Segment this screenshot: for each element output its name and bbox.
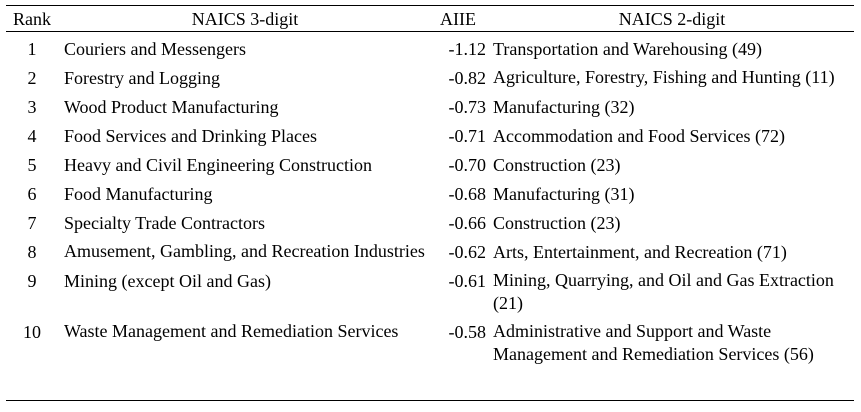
- cell-aiie: -0.62: [448, 242, 486, 262]
- cell-aiie: -1.12: [448, 39, 486, 59]
- table-row: [6, 124, 854, 153]
- table-row: [6, 95, 854, 124]
- cell-rank: 1: [27, 39, 37, 59]
- table-bottom-rule: [6, 400, 854, 401]
- cell-naics2: Arts, Entertainment, and Recreation (71): [493, 242, 787, 262]
- header-row: [6, 6, 854, 32]
- cell-naics3: Forestry and Logging: [64, 68, 220, 88]
- header-rank: Rank: [6, 6, 58, 32]
- cell-naics2: Construction (23): [493, 213, 621, 233]
- cell-aiie: -0.58: [448, 322, 486, 342]
- cell-naics3: Heavy and Civil Engineering Construction: [64, 155, 372, 175]
- cell-aiie: -0.82: [448, 68, 486, 88]
- table-row: [6, 182, 854, 211]
- industry-ranking-table: [6, 5, 854, 371]
- header-naics3: NAICS 3-digit: [58, 6, 432, 32]
- cell-naics3: Mining (except Oil and Gas): [64, 271, 271, 291]
- table-row: [6, 269, 854, 320]
- table-row: [6, 66, 854, 95]
- cell-rank: 5: [27, 155, 37, 175]
- cell-aiie: -0.61: [448, 271, 486, 291]
- table-row: [6, 153, 854, 182]
- cell-rank: 2: [27, 68, 37, 88]
- cell-rank: 6: [27, 184, 37, 204]
- cell-naics2: Transportation and Warehousing (49): [493, 39, 763, 59]
- cell-rank: 8: [27, 242, 37, 262]
- cell-naics3: Couriers and Messengers: [64, 39, 246, 59]
- header-naics2: NAICS 2-digit: [490, 6, 854, 32]
- header-aiie: AIIE: [432, 6, 490, 32]
- cell-naics2: Agriculture, Forestry, Fishing and Hunting (11): [493, 67, 835, 87]
- table-body: [6, 32, 854, 372]
- cell-naics2: Administrative and Support and Waste Management and Remediation Services (56): [493, 321, 814, 364]
- cell-naics2: Mining, Quarrying, and Oil and Gas Extraction (21): [493, 270, 834, 313]
- cell-aiie: -0.68: [448, 184, 486, 204]
- table-row: [6, 211, 854, 240]
- table-row: [6, 32, 854, 67]
- cell-rank: 3: [27, 97, 37, 117]
- table-header: [6, 6, 854, 32]
- cell-naics3: Amusement, Gambling, and Recreation Industries: [64, 241, 425, 261]
- cell-aiie: -0.66: [448, 213, 486, 233]
- cell-naics2: Manufacturing (32): [493, 97, 635, 117]
- cell-aiie: -0.70: [448, 155, 486, 175]
- cell-aiie: -0.73: [448, 97, 486, 117]
- cell-rank: 10: [23, 322, 41, 342]
- cell-naics2: Construction (23): [493, 155, 621, 175]
- cell-naics2: Accommodation and Food Services (72): [493, 126, 785, 146]
- cell-rank: 7: [27, 213, 37, 233]
- cell-rank: 9: [27, 271, 37, 291]
- cell-rank: 4: [27, 126, 37, 146]
- cell-naics2: Manufacturing (31): [493, 184, 635, 204]
- table-row: [6, 320, 854, 371]
- cell-naics3: Waste Management and Remediation Services: [64, 321, 399, 341]
- cell-naics3: Food Manufacturing: [64, 184, 213, 204]
- cell-aiie: -0.71: [448, 126, 486, 146]
- cell-naics3: Specialty Trade Contractors: [64, 213, 265, 233]
- table-row: [6, 240, 854, 269]
- cell-naics3: Food Services and Drinking Places: [64, 126, 317, 146]
- cell-naics3: Wood Product Manufacturing: [64, 97, 279, 117]
